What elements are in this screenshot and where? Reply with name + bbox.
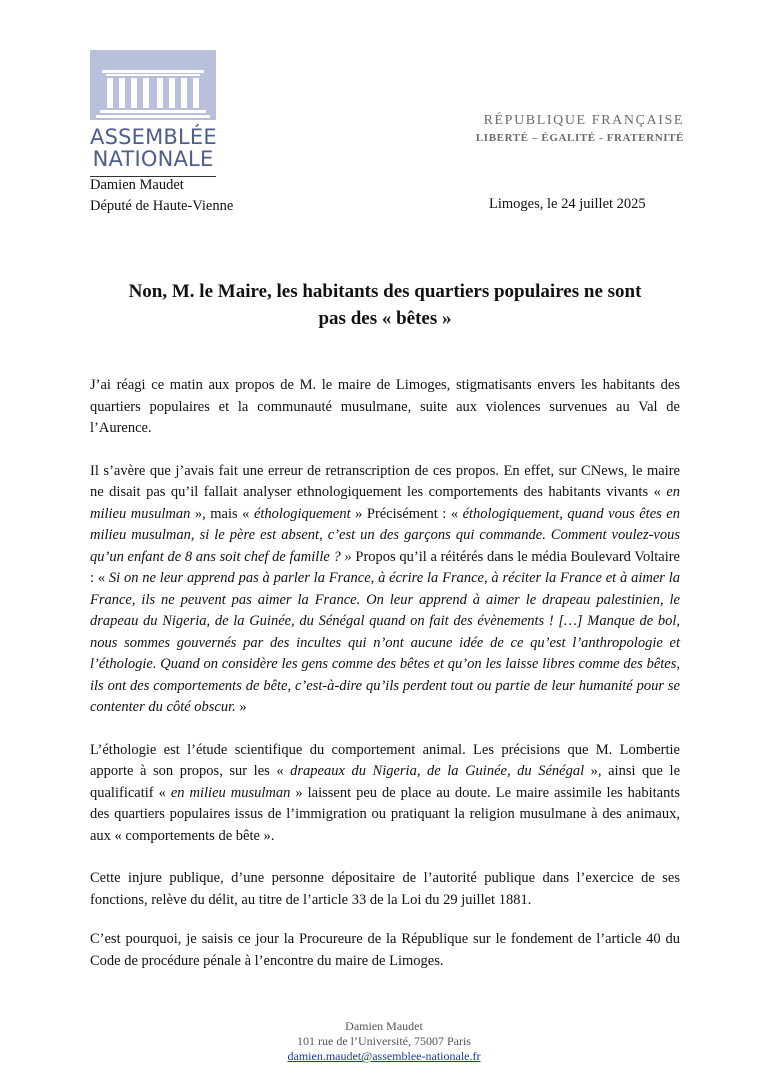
- republic-title: RÉPUBLIQUE FRANÇAISE: [483, 113, 684, 128]
- republic-motto: LIBERTÉ – ÉGALITÉ - FRATERNITÉ: [475, 132, 684, 144]
- paragraph-3: [90, 740, 680, 848]
- p2-text-2: », mais «: [190, 505, 254, 522]
- p2-text-1: Il s’avère que j’avais fait une erreur de retranscription de ces propos. En effet, sur CNews, le maire ne disait pas qu’il fallait analyser ethnologiquement les comportements des habitants vivants «: [90, 462, 680, 500]
- title-line-2: pas des « bêtes »: [318, 308, 452, 329]
- place-date: Limoges, le 24 juillet 2025: [489, 196, 646, 212]
- p2-text-4: Propos qu’il a réitérés dans le média Boulevard Voltaire : «: [90, 548, 680, 586]
- page-title: [90, 278, 680, 332]
- assemblee-building-icon: [90, 50, 216, 120]
- republic-header: [476, 113, 684, 144]
- p2-quote-1: en milieu musulman: [90, 484, 680, 522]
- p2-text-5: »: [235, 699, 247, 715]
- logo-line-1: ASSEMBLÉE: [90, 125, 217, 149]
- p3-quote-1: drapeaux du Nigeria, de la Guinée, du Sénégal: [290, 763, 585, 779]
- paragraph-5: C’est pourquoi, je saisis ce jour la Procureure de la République sur le fondement de l’article 40 du Code de procédure pénale à l’encontre du maire de Limoges.: [90, 931, 680, 969]
- p2-text-3: » Précisément : «: [350, 505, 463, 522]
- p3-text-3: » laissent peu de place au doute. Le maire assimile les habitants des quartiers populaires issus de l’immigration ou pratiquant la religion musulmane à des animaux, aux « comportements de bête ».: [90, 784, 681, 844]
- p2-quote-4: Si on ne leur apprend pas à parler la France, à écrire la France, à réciter la France et à aimer la France, ils ne peuvent pas aimer la France. On leur apprend à aimer le drapeau palestinien, le drapeau du Nigeria, de la Guinée, du Sénégal quand on fait des évènements ! […] Manque de bol, nous sommes gouvernés par des incultes qui n’ont aucune idée de ce qu’est l’anthropologie et l’éthologie. Quand on considère les gens comme des bêtes et qu’on les laisse libres comme des bêtes, ils ont des comportements de bête, c’est-à-dire qu’ils perdent tout ou partie de leur humanité pour se contenter du côté obscur.: [90, 570, 680, 715]
- p3-text-2: », ainsi que le qualificatif «: [90, 763, 680, 801]
- footer-address: 101 rue de l’Université, 75007 Paris: [297, 1034, 471, 1048]
- author-role: Député de Haute-Vienne: [90, 198, 234, 214]
- p2-quote-3: éthologiquement, quand vous êtes en milieu musulman, si le père est absent, c’est un des garçons qui commande. Comment voulez-vous qu’un enfant de 8 ans soit chef de famille ? »: [90, 505, 680, 565]
- p2-quote-2: éthologiquement: [253, 505, 351, 522]
- title-line-1: Non, M. le Maire, les habitants des quartiers populaires ne sont: [128, 281, 642, 302]
- letter-body: [90, 375, 680, 993]
- assemblee-nationale-logo: [90, 50, 216, 177]
- author-block: [90, 175, 233, 217]
- footer: [0, 1019, 768, 1064]
- logo-line-2: NATIONALE: [92, 147, 214, 171]
- footer-email-link[interactable]: damien.maudet@assemblee-nationale.fr: [287, 1049, 481, 1063]
- author-name: Damien Maudet: [90, 177, 184, 193]
- paragraph-1: J’ai réagi ce matin aux propos de M. le maire de Limoges, stigmatisants envers les habitants des quartiers populaires et la communauté musulmane, suite aux violences survenues au Val de l’Aurence.: [90, 377, 680, 436]
- p3-quote-2: en milieu musulman: [170, 784, 291, 801]
- paragraph-2: [90, 461, 680, 719]
- p3-text-1: L’éthologie est l’étude scientifique du comportement animal. Les précisions que M. Lombertie apporte à son propos, sur les «: [90, 741, 680, 779]
- footer-name: Damien Maudet: [345, 1019, 423, 1033]
- paragraph-4: Cette injure publique, d’une personne dépositaire de l’autorité publique dans l’exercice de ses fonctions, relève du délit, au titre de l’article 33 de la Loi du 29 juillet 1881.: [90, 870, 680, 908]
- logo-wordmark: [90, 126, 216, 170]
